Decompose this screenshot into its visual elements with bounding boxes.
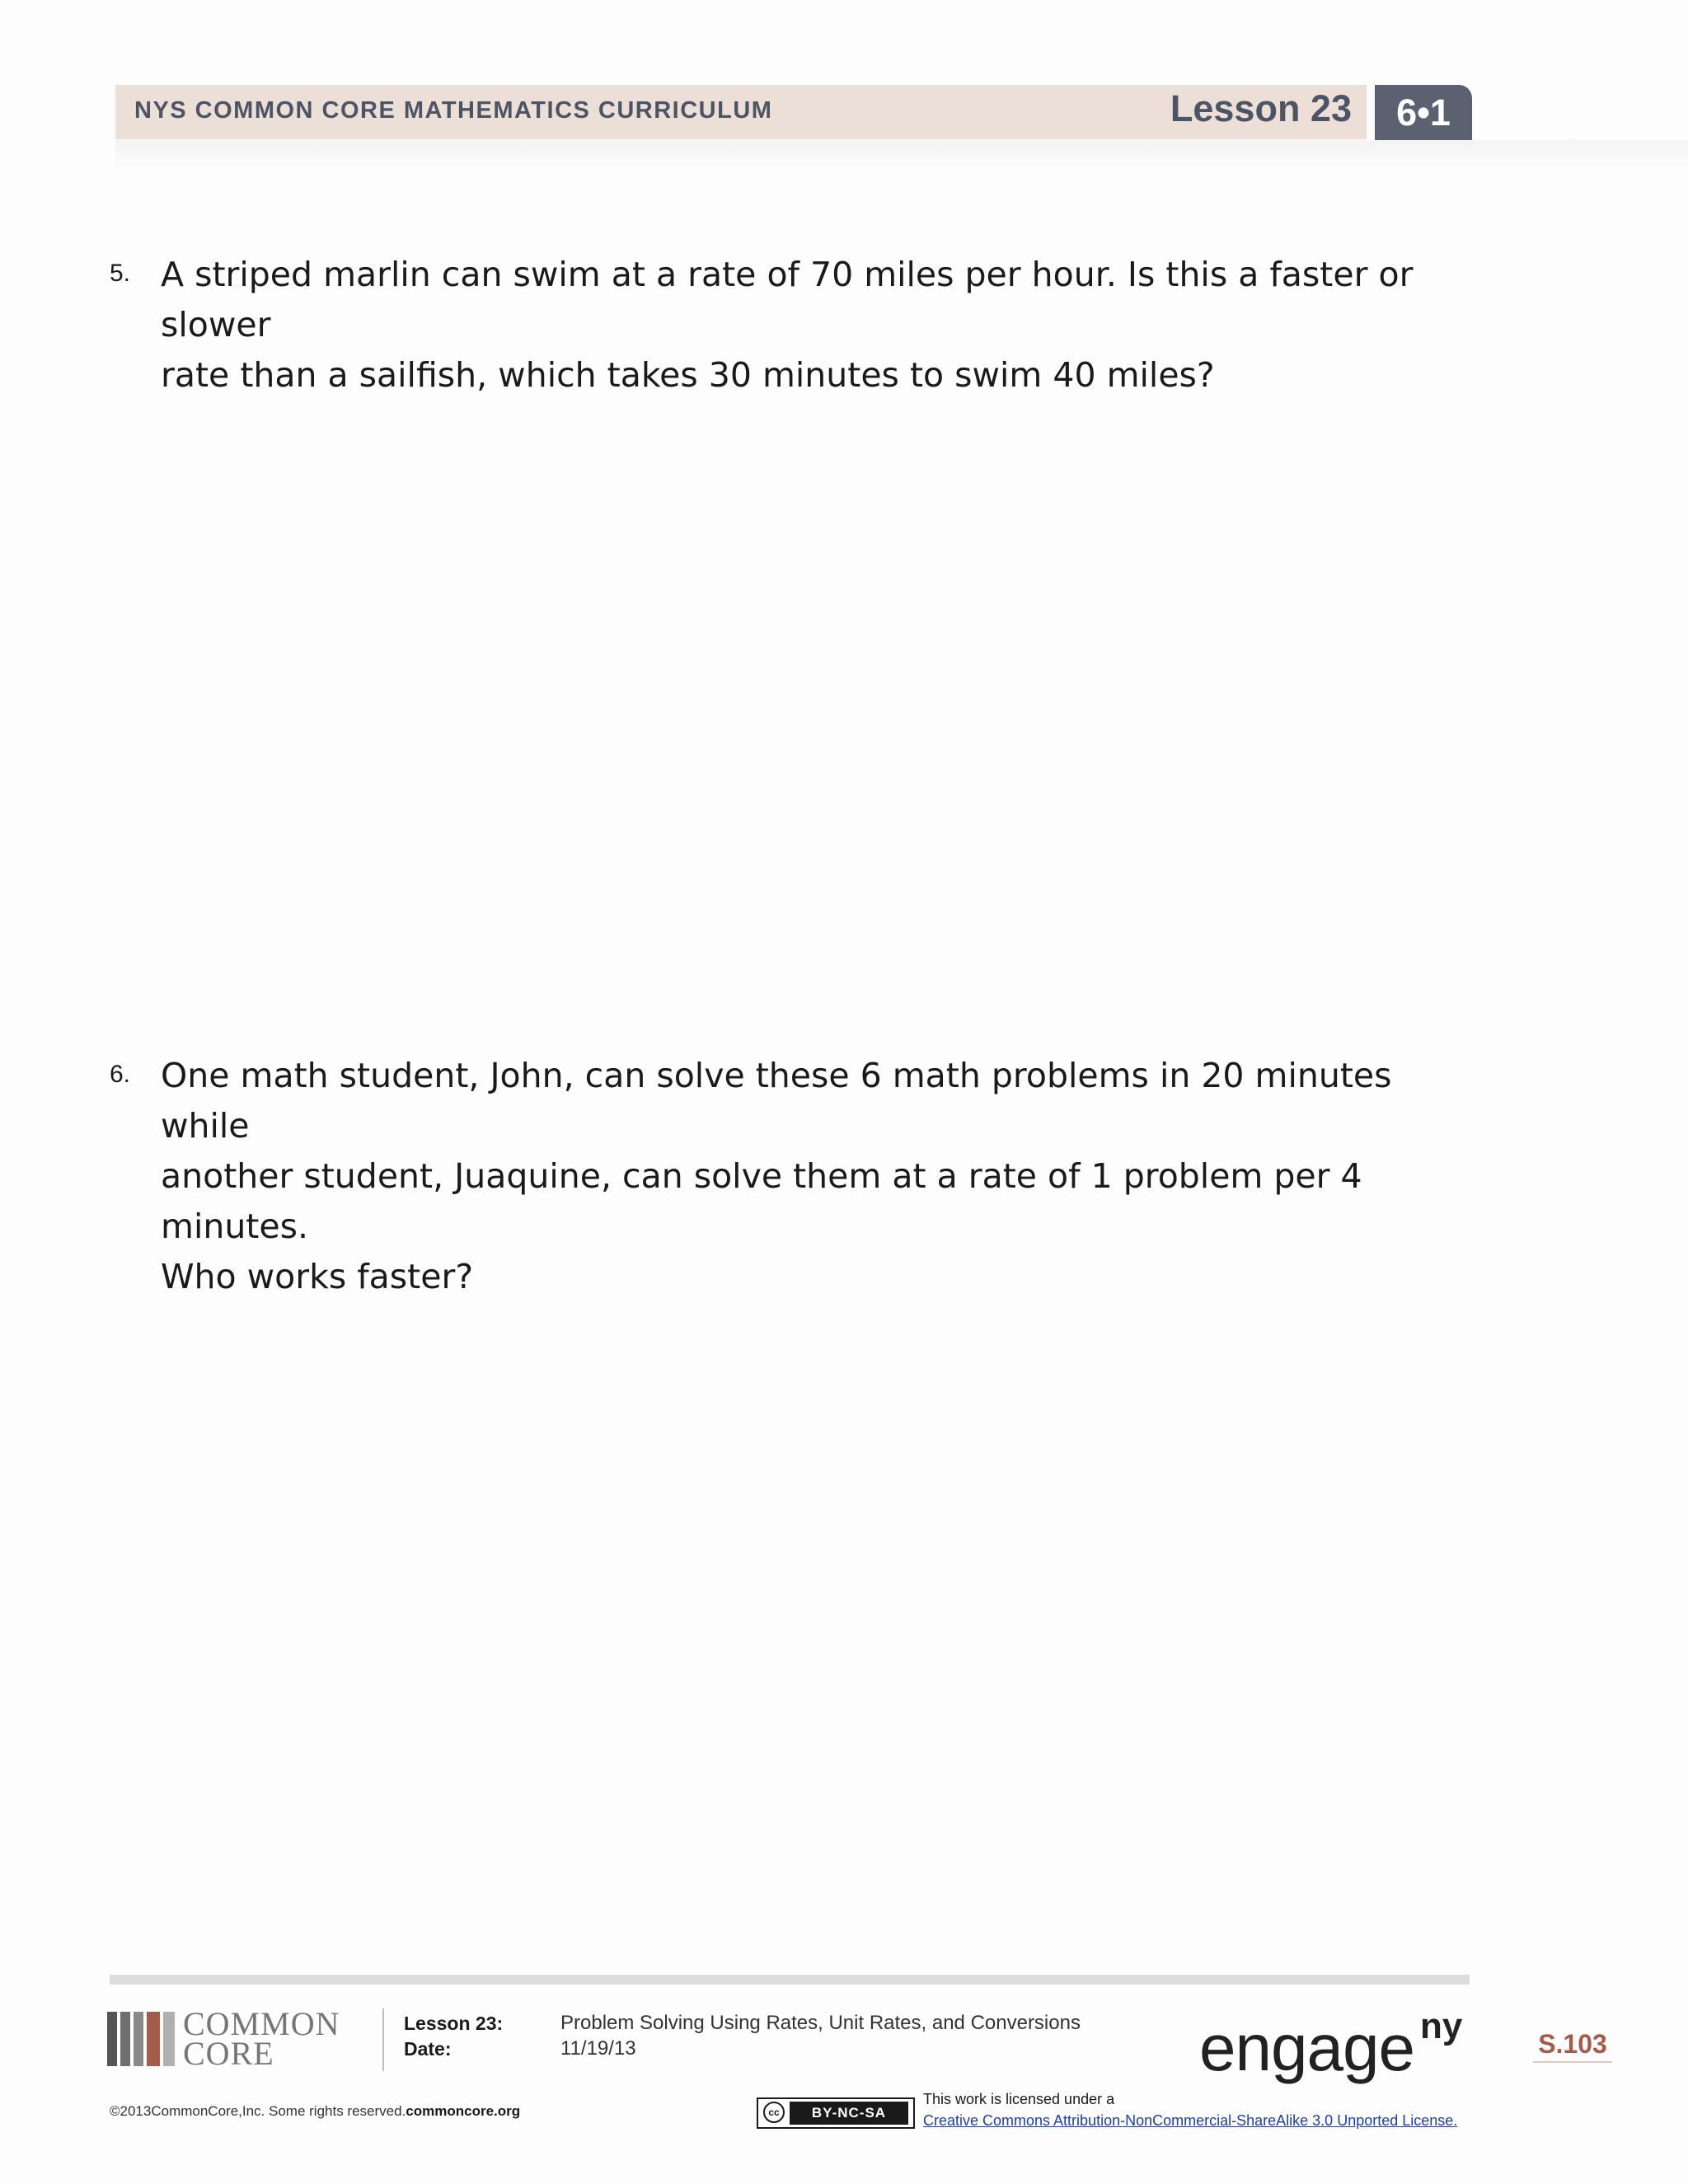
copyright <box>110 2103 520 2120</box>
footer-lesson-title: Problem Solving Using Rates, Unit Rates, and Conversions <box>560 2012 1081 2034</box>
copyright-text: ©2013CommonCore,Inc. Some rights reserved. <box>110 2103 406 2119</box>
logo-word-core: CORE <box>183 2035 274 2072</box>
ny-wordmark: ny <box>1420 2006 1463 2046</box>
cc-icon: cc <box>763 2102 785 2123</box>
header-shadow <box>115 140 1688 173</box>
lesson-title: Lesson 23 <box>1170 87 1352 129</box>
engageny-logo <box>1199 2001 1479 2083</box>
common-core-logo <box>107 2005 371 2072</box>
question-number: 6. <box>110 1061 131 1088</box>
page-number: S.103 <box>1533 2029 1612 2063</box>
footer-lesson-label: Lesson 23: <box>404 2013 504 2034</box>
copyright-site: commoncore.org <box>406 2103 521 2119</box>
curriculum-title: NYS COMMON CORE MATHEMATICS CURRICULUM <box>134 97 773 124</box>
question-line: A striped marlin can swim at a rate of 70 miles per hour. Is this a faster or slower <box>161 255 1414 344</box>
footer-rule <box>110 1975 1470 1985</box>
question-line: Who works faster? <box>161 1257 474 1296</box>
engage-wordmark: engage <box>1199 2011 1414 2084</box>
creative-commons-badge[interactable] <box>757 2097 915 2129</box>
license-link[interactable]: Creative Commons Attribution-NonCommercial-ShareAlike 3.0 Unported License. <box>923 2112 1458 2129</box>
question-number: 5. <box>110 260 131 287</box>
module-badge: 6•1 <box>1375 85 1472 140</box>
question-text <box>161 250 1447 401</box>
logo-word-common: COMMON <box>183 2005 340 2042</box>
question-line: another student, Juaquine, can solve them at a rate of 1 problem per 4 minutes. <box>161 1156 1362 1246</box>
footer-date-label: Date: <box>404 2038 452 2060</box>
cc-terms-label: BY-NC-SA <box>790 2102 908 2125</box>
footer-date: 11/19/13 <box>560 2037 636 2060</box>
question-line: One math student, John, can solve these 6 math problems in 20 minutes while <box>161 1056 1392 1146</box>
question-text <box>161 1051 1447 1302</box>
question-line: rate than a sailfish, which takes 30 minutes to swim 40 miles? <box>161 355 1215 395</box>
license-intro: This work is licensed under a <box>923 2091 1115 2107</box>
footer-divider <box>382 2008 384 2071</box>
